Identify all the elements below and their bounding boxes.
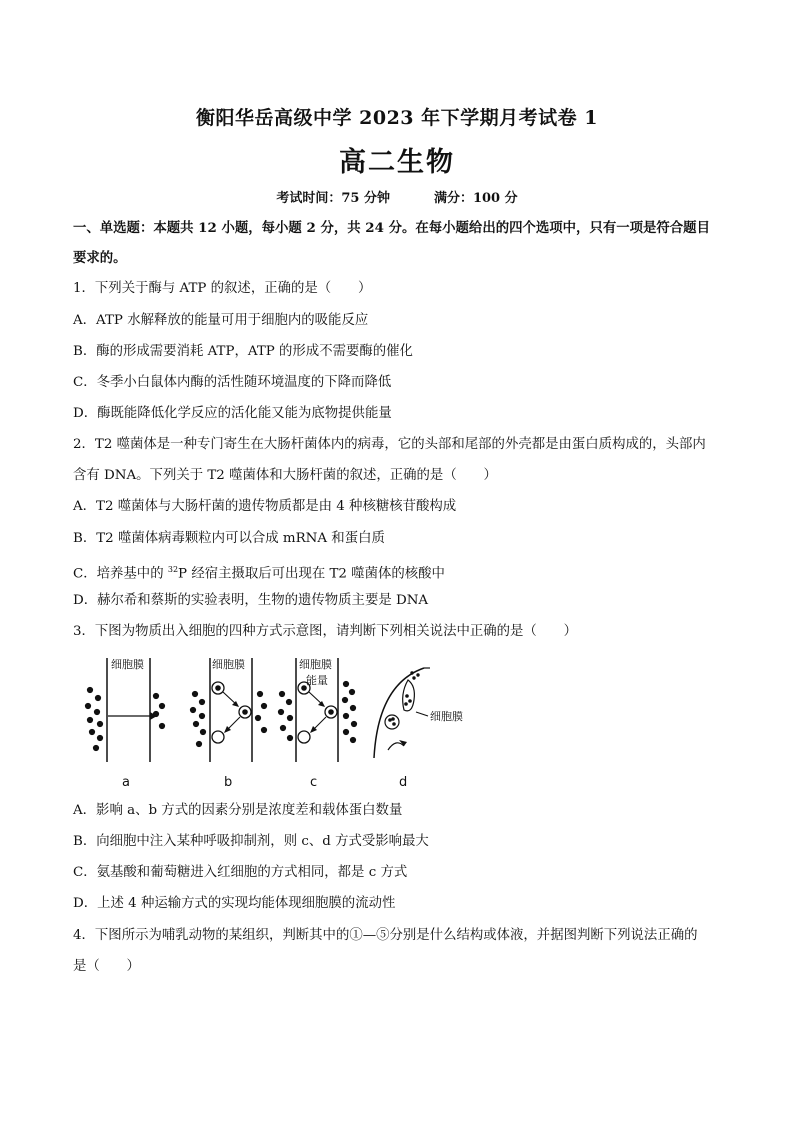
q2-option-a: A．T2 噬菌体与大肠杆菌的遗传物质都是由 4 种核糖核苷酸构成 xyxy=(73,499,457,514)
q2-stem-line2: 含有 DNA。下列关于 T2 噬菌体和大肠杆菌的叙述，正确的是（ ） xyxy=(73,468,497,483)
panel-b-membrane-label: 细胞膜 xyxy=(212,658,245,671)
panel-a-label: a xyxy=(122,775,130,790)
q3-transport-figure xyxy=(78,654,478,794)
q3-option-a: A．影响 a、b 方式的因素分别是浓度差和载体蛋白数量 xyxy=(73,803,403,818)
exam-time: 考试时间：75 分钟 xyxy=(276,191,390,206)
panel-a xyxy=(85,658,164,762)
q3-option-b: B．向细胞中注入某种呼吸抑制剂，则 c、d 方式受影响最大 xyxy=(73,834,429,849)
q3-stem: 3．下图为物质出入细胞的四种方式示意图，请判断下列相关说法中正确的是（ ） xyxy=(73,624,577,639)
q1-option-a: A．ATP 水解释放的能量可用于细胞内的吸能反应 xyxy=(73,313,369,328)
q1-stem: 1．下列关于酶与 ATP 的叙述，正确的是（ ） xyxy=(73,281,372,296)
panel-d-label: d xyxy=(399,775,408,790)
panel-b xyxy=(190,658,266,762)
q4-stem-line2: 是（ ） xyxy=(73,959,140,974)
panel-c-membrane-label: 细胞膜 xyxy=(299,658,332,671)
q2-option-c: C．培养基中的 $^{32}$P 经宿主摄取后可出现在 T2 噬菌体的核酸中 xyxy=(73,565,445,582)
panel-d-membrane-label: 细胞膜 xyxy=(430,710,463,723)
exam-title: 衡阳华岳高级中学 2023 年下学期月考试卷 1 xyxy=(196,107,598,129)
panel-b-label: b xyxy=(224,775,233,790)
panel-a-membrane-label: 细胞膜 xyxy=(111,658,144,671)
panel-c-energy-label: 能量 xyxy=(306,674,328,687)
q4-stem-line1: 4．下图所示为哺乳动物的某组织，判断其中的①—⑤分别是什么结构或体液，并据图判断下列说法正确的 xyxy=(73,928,698,943)
section-heading-line2: 要求的。 xyxy=(73,250,127,266)
q1-option-c: C．冬季小白鼠体内酶的活性随环境温度的下降而降低 xyxy=(73,375,392,390)
q1-option-b: B．酶的形成需要消耗 ATP，ATP 的形成不需要酶的催化 xyxy=(73,344,413,359)
panel-d xyxy=(374,668,430,758)
exam-meta xyxy=(0,187,794,206)
q3-option-d: D．上述 4 种运输方式的实现均能体现细胞膜的流动性 xyxy=(73,896,396,911)
q2-option-d: D．赫尔希和蔡斯的实验表明，生物的遗传物质主要是 DNA xyxy=(73,593,429,608)
q1-option-d: D．酶既能降低化学反应的活化能又能为底物提供能量 xyxy=(73,406,392,421)
section-heading-line1: 一、单选题：本题共 12 小题，每小题 2 分，共 24 分。在每小题给出的四个选项中，只有一项是符合题目 xyxy=(73,220,710,236)
panel-c-label: c xyxy=(310,775,318,790)
subject-title: 高二生物 xyxy=(339,147,455,178)
exam-score: 满分：100 分 xyxy=(433,191,518,206)
q3-option-c: C．氨基酸和葡萄糖进入红细胞的方式相同，都是 c 方式 xyxy=(73,865,408,880)
q2-option-b: B．T2 噬菌体病毒颗粒内可以合成 mRNA 和蛋白质 xyxy=(73,531,385,546)
q2-stem-line1: 2．T2 噬菌体是一种专门寄生在大肠杆菌体内的病毒，它的头部和尾部的外壳都是由蛋白质构成的，头部内 xyxy=(73,437,706,452)
